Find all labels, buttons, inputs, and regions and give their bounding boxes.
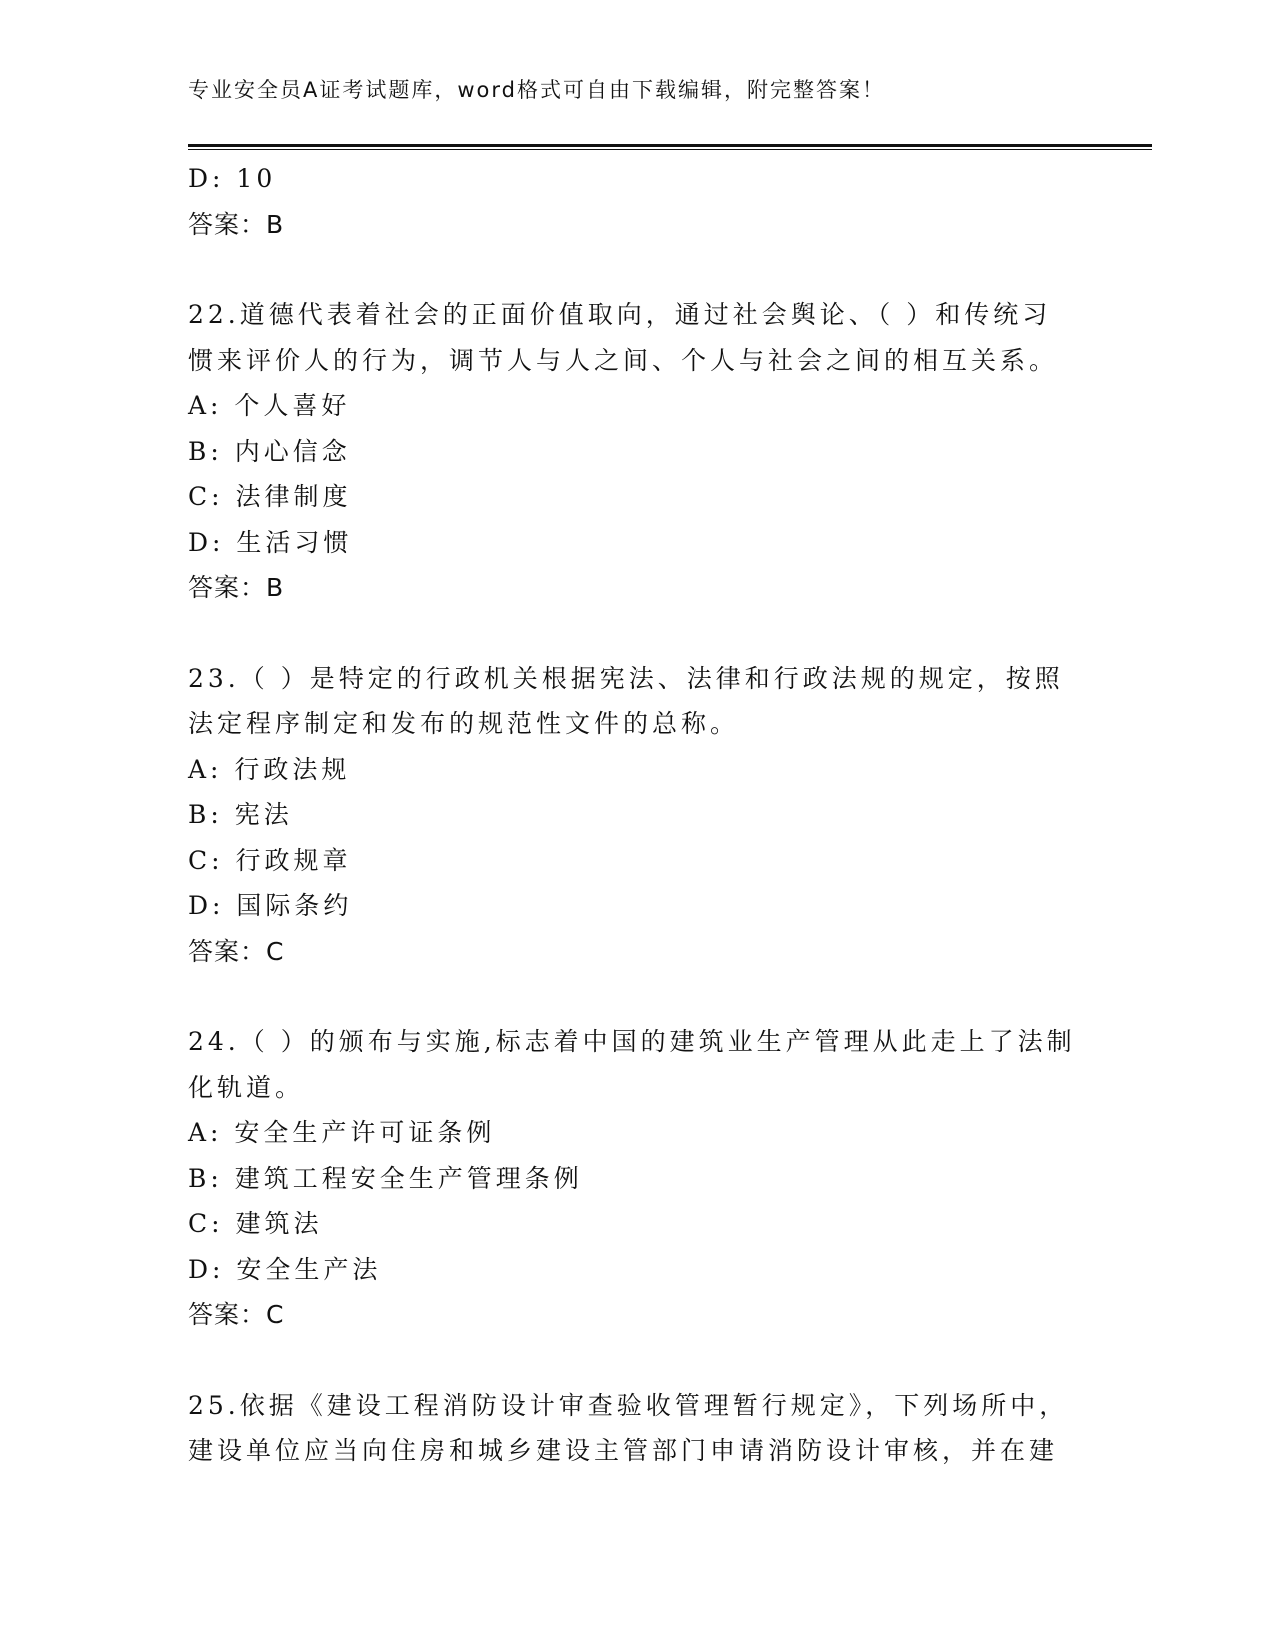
option-a: A: 安全生产许可证条例 xyxy=(188,1118,496,1147)
stem-line: 建设单位应当向住房和城乡建设主管部门申请消防设计审核，并在建 xyxy=(188,1436,1059,1465)
stem-line: 24.（ ）的颁布与实施,标志着中国的建筑业生产管理从此走上了法制 xyxy=(188,1027,1076,1056)
header-rule-thick xyxy=(188,144,1152,147)
stem-line: 惯来评价人的行为，调节人与人之间、个人与社会之间的相互关系。 xyxy=(188,345,1059,375)
question-25 xyxy=(188,1383,1088,1474)
stem-line: 23.（ ）是特定的行政机关根据宪法、法律和行政法规的规定，按照 xyxy=(188,663,1064,693)
stem-line: 化轨道。 xyxy=(188,1072,305,1102)
question-stem xyxy=(188,1383,1088,1474)
option-b: B: 建筑工程安全生产管理条例 xyxy=(188,1163,583,1193)
option-a: A: 行政法规 xyxy=(188,754,351,784)
question-24 xyxy=(188,1019,1088,1338)
stem-line: 22.道德代表着社会的正面价值取向，通过社会舆论、（ ）和传统习 xyxy=(188,300,1052,329)
answer-line: 答案：C xyxy=(188,936,285,966)
option-c: C: 法律制度 xyxy=(188,482,352,511)
stem-line: 法定程序制定和发布的规范性文件的总称。 xyxy=(188,709,740,738)
option-c: C: 行政规章 xyxy=(188,845,352,875)
question-stem xyxy=(188,1019,1088,1110)
question-22 xyxy=(188,292,1088,611)
option-b: B: 内心信念 xyxy=(188,436,351,466)
answer-line: 答案：C xyxy=(188,1300,285,1329)
option-d: D: 生活习惯 xyxy=(188,527,353,557)
question-stem xyxy=(188,656,1088,747)
document-body xyxy=(188,156,1088,1474)
answer-line: 答案：B xyxy=(188,573,285,602)
header-rule-thin xyxy=(188,149,1152,150)
stem-line: 25.依据《建设工程消防设计审查验收管理暂行规定》，下列场所中， xyxy=(188,1390,1069,1420)
option-b: B: 宪法 xyxy=(188,800,293,829)
option-c: C: 建筑法 xyxy=(188,1209,323,1238)
option-d: D: 10 xyxy=(188,164,277,193)
option-d: D: 国际条约 xyxy=(188,891,353,920)
page-header: 专业安全员A证考试题库，word格式可自由下载编辑，附完整答案！ xyxy=(188,78,885,102)
option-d: D: 安全生产法 xyxy=(188,1254,382,1284)
question-23 xyxy=(188,656,1088,975)
question-stem xyxy=(188,292,1088,383)
answer-line: 答案：B xyxy=(188,209,285,239)
option-a: A: 个人喜好 xyxy=(188,391,351,420)
